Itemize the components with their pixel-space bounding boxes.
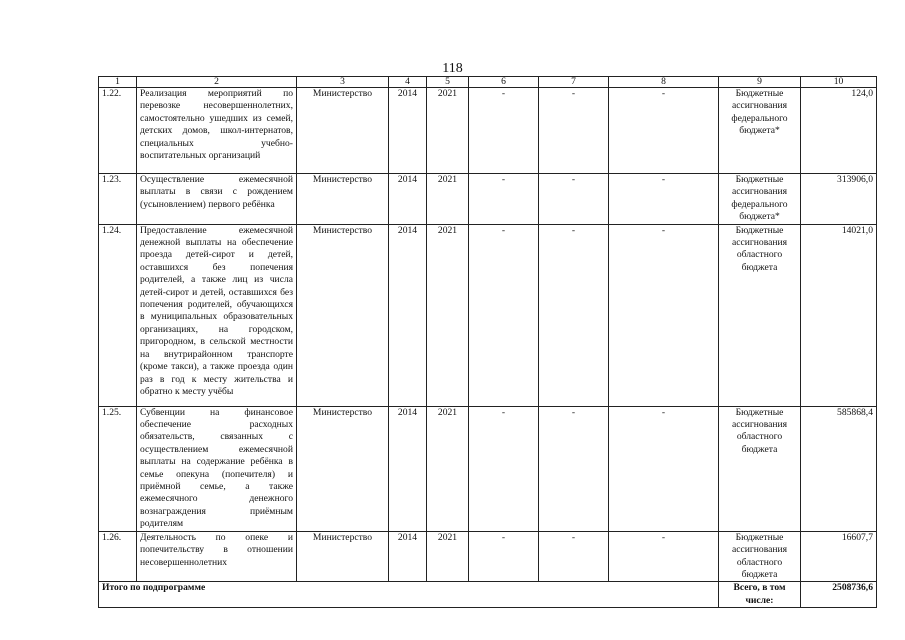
amount: 585868,4 bbox=[801, 406, 877, 531]
activity-description: Предоставление ежемесячной денежной выплаты на обеспечение проезда детей-сирот и детей, оставшихся без попечения родителей, а также лиц из числа детей-сирот и детей, оставшихся без попечения родителей, обучающихся в муниципальных образовательных организациях, на городском, пригородном, в сельской местности на внутрирайонном транспорте (кроме такси), а также проезда один раз в год к месту жительства и обратно к месту учёбы bbox=[137, 224, 297, 406]
column-number: 2 bbox=[137, 77, 297, 88]
table-row bbox=[99, 174, 877, 225]
table-row bbox=[99, 406, 877, 531]
funding-source: Бюджетные ассигнования областного бюджета bbox=[719, 531, 801, 582]
column-number: 4 bbox=[389, 77, 427, 88]
amount: 313906,0 bbox=[801, 174, 877, 225]
funding-source: Бюджетные ассигнования федерального бюджета* bbox=[719, 88, 801, 174]
executor: Министерство bbox=[297, 406, 389, 531]
column-8-value: - bbox=[609, 174, 719, 225]
end-year: 2021 bbox=[427, 531, 469, 582]
amount: 124,0 bbox=[801, 88, 877, 174]
funding-source: Бюджетные ассигнования областного бюджета bbox=[719, 406, 801, 531]
column-6-value: - bbox=[469, 88, 539, 174]
column-6-value: - bbox=[469, 224, 539, 406]
item-number: 1.24. bbox=[99, 224, 137, 406]
end-year: 2021 bbox=[427, 224, 469, 406]
start-year: 2014 bbox=[389, 406, 427, 531]
activity-description: Субвенции на финансовое обеспечение расходных обязательств, связанных с осуществлением ежемесячной выплаты на содержание ребёнка в семье опекуна (попечителя) и приёмной семье, а также ежемесячного денежного вознаграждения приёмным родителям bbox=[137, 406, 297, 531]
table-row bbox=[99, 531, 877, 582]
funding-source: Бюджетные ассигнования федерального бюджета* bbox=[719, 174, 801, 225]
column-number: 10 bbox=[801, 77, 877, 88]
total-row bbox=[99, 582, 877, 608]
column-number: 5 bbox=[427, 77, 469, 88]
item-number: 1.26. bbox=[99, 531, 137, 582]
column-number: 6 bbox=[469, 77, 539, 88]
activity-description: Реализация мероприятий по перевозке несовершеннолетних, самостоятельно ушедших из семей, детских домов, школ-интернатов, специальных учебно-воспитательных организаций bbox=[137, 88, 297, 174]
activity-description: Деятельность по опеке и попечительству в отношении несовершеннолетних bbox=[137, 531, 297, 582]
column-6-value: - bbox=[469, 406, 539, 531]
column-8-value: - bbox=[609, 88, 719, 174]
start-year: 2014 bbox=[389, 224, 427, 406]
column-6-value: - bbox=[469, 174, 539, 225]
start-year: 2014 bbox=[389, 174, 427, 225]
column-number: 7 bbox=[539, 77, 609, 88]
end-year: 2021 bbox=[427, 406, 469, 531]
table-row bbox=[99, 88, 877, 174]
program-table bbox=[98, 76, 877, 608]
column-6-value: - bbox=[469, 531, 539, 582]
amount: 14021,0 bbox=[801, 224, 877, 406]
end-year: 2021 bbox=[427, 88, 469, 174]
item-number: 1.22. bbox=[99, 88, 137, 174]
start-year: 2014 bbox=[389, 531, 427, 582]
column-7-value: - bbox=[539, 88, 609, 174]
column-number: 9 bbox=[719, 77, 801, 88]
page-number: 118 bbox=[442, 61, 463, 76]
column-8-value: - bbox=[609, 224, 719, 406]
item-number: 1.25. bbox=[99, 406, 137, 531]
start-year: 2014 bbox=[389, 88, 427, 174]
column-8-value: - bbox=[609, 406, 719, 531]
column-number: 8 bbox=[609, 77, 719, 88]
total-amount: 2508736,6 bbox=[801, 582, 877, 608]
executor: Министерство bbox=[297, 88, 389, 174]
executor: Министерство bbox=[297, 224, 389, 406]
item-number: 1.23. bbox=[99, 174, 137, 225]
total-label: Итого по подпрограмме bbox=[99, 582, 719, 608]
column-number-row bbox=[99, 77, 877, 88]
executor: Министерство bbox=[297, 531, 389, 582]
total-source: Всего, в том числе: bbox=[719, 582, 801, 608]
column-number: 3 bbox=[297, 77, 389, 88]
column-7-value: - bbox=[539, 174, 609, 225]
table-row bbox=[99, 224, 877, 406]
activity-description: Осуществление ежемесячной выплаты в связи с рождением (усыновлением) первого ребёнка bbox=[137, 174, 297, 225]
amount: 16607,7 bbox=[801, 531, 877, 582]
funding-source: Бюджетные ассигнования областного бюджета bbox=[719, 224, 801, 406]
column-7-value: - bbox=[539, 531, 609, 582]
end-year: 2021 bbox=[427, 174, 469, 225]
column-7-value: - bbox=[539, 406, 609, 531]
executor: Министерство bbox=[297, 174, 389, 225]
column-7-value: - bbox=[539, 224, 609, 406]
column-8-value: - bbox=[609, 531, 719, 582]
column-number: 1 bbox=[99, 77, 137, 88]
